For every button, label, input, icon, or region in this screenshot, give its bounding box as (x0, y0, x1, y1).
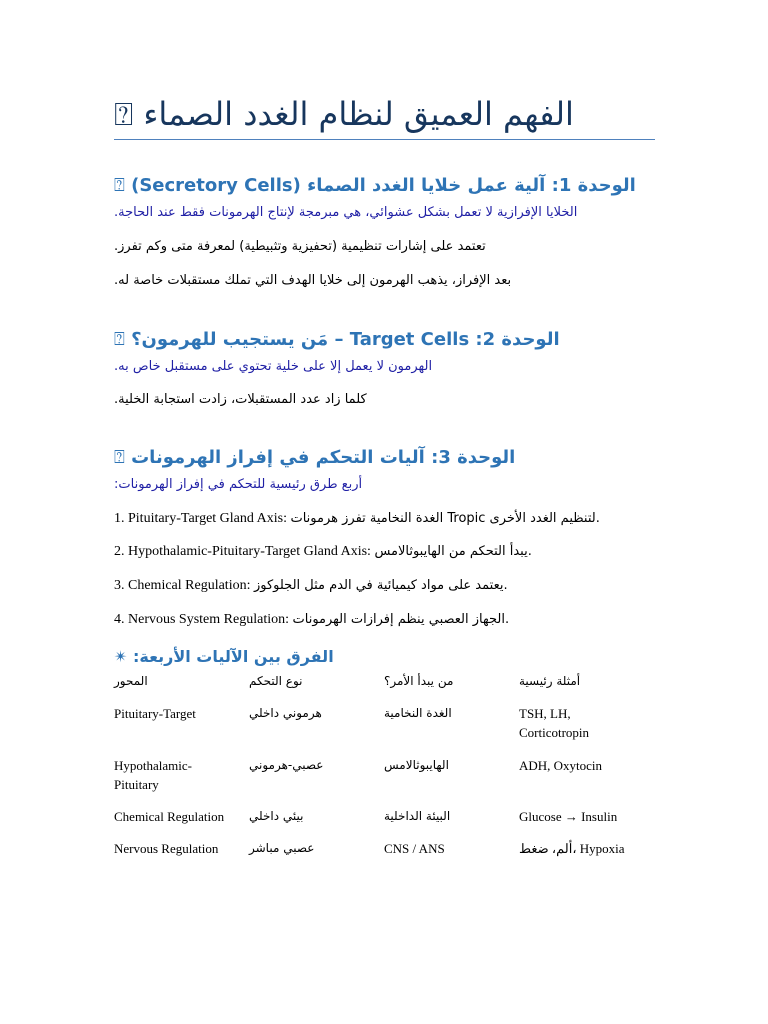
list-item-term: Pituitary-Target Gland Axis: (128, 511, 287, 526)
unit1-paragraph-1: تعتمد على إشارات تنظيمية (تحفيزية وتثبيطية) لمعرفة متى وكم تفرز. (114, 239, 486, 254)
list-item-number: 1. (114, 511, 125, 526)
table-cell: بيئي داخلي (249, 809, 304, 823)
page-title-text: الفهم العميق لنظام الغدد الصماء (143, 95, 574, 133)
table-cell: Chemical Regulation (114, 809, 225, 824)
page-title (114, 92, 655, 136)
table-cell: Glucose → Insulin (519, 809, 618, 824)
table-cell: Hypothalamic-Pituitary (114, 758, 192, 792)
table-header-cell: أمثلة رئيسية (519, 674, 581, 688)
list-item-description: يعتمد على مواد كيميائية في الدم مثل الجلوكوز. (253, 578, 508, 593)
table-cell: Pituitary-Target (114, 706, 196, 721)
list-item-number: 2. (114, 544, 125, 559)
list-item-description: الغدة النخامية تفرز هرمونات Tropic لتنظيم الغدد الأخرى. (290, 511, 600, 526)
unit3-heading-text: الوحدة 3: آليات التحكم في إفراز الهرمونات (131, 447, 516, 468)
table-cell: هرموني داخلي (249, 706, 322, 720)
table-cell: CNS / ANS (384, 841, 445, 856)
unit2-heading-text: الوحدة 2: Target Cells – مَن يستجيب للهرمون؟ (131, 329, 560, 350)
title-underline (114, 139, 655, 140)
table-header-cell: المحور (114, 674, 148, 688)
table-header-cell: من يبدأ الأمر؟ (384, 674, 454, 688)
table-cell: الغدة النخامية (384, 706, 452, 720)
table-cell: TSH, LH, Corticotropin (519, 706, 590, 740)
list-item-description: الجهاز العصبي ينظم إفرازات الهرمونات. (292, 612, 510, 627)
list-item (114, 577, 508, 595)
list-item (114, 510, 600, 528)
list-item-term: Hypothalamic-Pituitary-Target Gland Axis: (128, 544, 371, 559)
unit3-subtitle: أربع طرق رئيسية للتحكم في إفراز الهرمونات: (114, 477, 363, 492)
list-item-term: Nervous System Regulation: (128, 612, 289, 627)
table-header-cell: نوع التحكم (249, 674, 303, 688)
sparkle-icon: ✴ (114, 647, 128, 666)
unit3-heading (114, 446, 515, 470)
missing-glyph-icon: ⍰ (114, 95, 134, 133)
missing-glyph-icon: ⍰ (114, 175, 125, 196)
table-cell: عصبي مباشر (249, 841, 315, 855)
comparison-heading (114, 646, 334, 668)
list-item-term: Chemical Regulation: (128, 578, 251, 593)
list-item (114, 611, 509, 629)
list-item-number: 3. (114, 578, 125, 593)
comparison-heading-text: الفرق بين الآليات الأربعة: (132, 647, 334, 666)
missing-glyph-icon: ⍰ (114, 329, 125, 350)
unit1-heading (114, 174, 636, 198)
list-item-description: يبدأ التحكم من الهايبوثالامس. (374, 544, 532, 559)
unit2-subtitle: الهرمون لا يعمل إلا على خلية تحتوي على مستقبل خاص به. (114, 359, 433, 374)
missing-glyph-icon: ⍰ (114, 447, 125, 468)
list-item (114, 543, 532, 561)
table-cell: Nervous Regulation (114, 841, 219, 856)
table-cell: ADH, Oxytocin (519, 758, 603, 773)
table-cell: ألم، ضغط، Hypoxia (519, 841, 625, 856)
table-cell: عصبي-هرموني (249, 758, 324, 772)
unit1-heading-text: الوحدة 1: آلية عمل خلايا الغدد الصماء (Secretory Cells) (131, 175, 636, 196)
table-cell: البيئة الداخلية (384, 809, 451, 823)
unit2-paragraph-1: كلما زاد عدد المستقبلات، زادت استجابة الخلية. (114, 392, 367, 407)
unit1-paragraph-2: بعد الإفراز، يذهب الهرمون إلى خلايا الهدف التي تملك مستقبلات خاصة له. (114, 273, 512, 288)
table-cell: الهايبوثالامس (384, 758, 449, 772)
unit1-subtitle: الخلايا الإفرازية لا تعمل بشكل عشوائي، هي مبرمجة لإنتاج الهرمونات فقط عند الحاجة. (114, 205, 578, 220)
unit2-heading (114, 328, 560, 352)
list-item-number: 4. (114, 612, 125, 627)
